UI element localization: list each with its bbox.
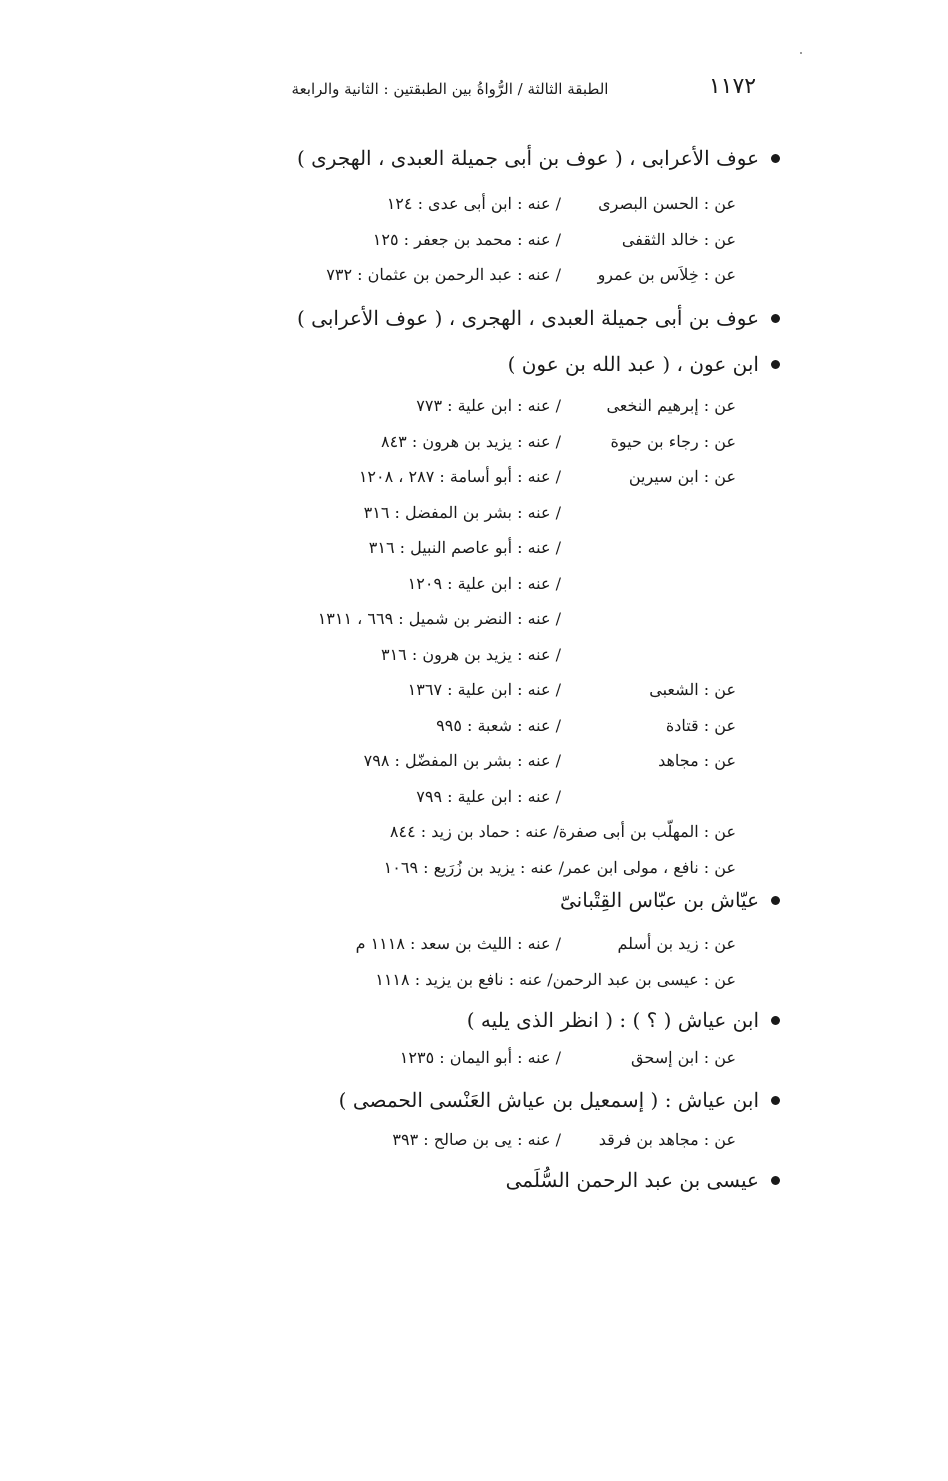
narrated-by: / عنه : محمد بن جعفر : ١٢٥ [372, 229, 561, 249]
narrator-row [256, 1048, 736, 1074]
narrated-by: / عنه : عبد الرحمن بن عثمان : ٧٣٢ [326, 265, 561, 284]
narrator-row [256, 680, 736, 706]
narrated-from: عن : مجاهد [658, 751, 736, 770]
narrated-from: عن : ابن سيرين [628, 467, 736, 486]
bullet-icon [771, 896, 780, 905]
narrator-row [256, 574, 736, 600]
narrated-by: / عنه : ابن علية : ٧٩٩ [416, 786, 561, 806]
bullet-icon [771, 360, 780, 369]
bullet-icon [771, 1016, 780, 1025]
narrator-row [256, 1130, 736, 1156]
narrator-row [256, 609, 736, 635]
entry-heading [560, 888, 780, 912]
entry-heading [297, 306, 780, 330]
entry-heading-text: ابن عون ، ( عبد الله بن عون ) [507, 352, 759, 376]
narrated-by: / عنه : ابن علية : ١٣٦٧ [407, 680, 561, 699]
narrated-from: عن : خِلاَس بن عمرو [597, 265, 736, 284]
narrated-by: / عنه : يزيد بن هرون : ٣١٦ [380, 644, 561, 664]
narrator-row [256, 822, 736, 848]
narrated-by: / عنه : الليث بن سعد : ١١١٨ م [355, 934, 561, 953]
entry-heading-text: عوف بن أبى جميلة العبدى ، الهجرى ، ( عوف الأعرابى ) [296, 306, 759, 330]
entry-heading-text: عيسى بن عبد الرحمن السُّلَمى [505, 1168, 759, 1192]
narrated-by: / عنه : أبو اليمان : ١٢٣٥ [399, 1048, 561, 1067]
narrated-by: / عنه : بشر بن المفضل : ٣١٦ [363, 502, 561, 522]
narrated-from: عن : ابن إسحق [631, 1048, 736, 1067]
narration-chain: عن : نافع ، مولى ابن عمر/ عنه : يزيد بن زُرَيع : ١٠٦٩ [383, 857, 736, 877]
entry-heading [506, 1168, 780, 1192]
narrator-row [256, 265, 736, 291]
narrator-row [256, 432, 736, 458]
narrated-from: عن : خالد الثقفى [621, 229, 736, 249]
bullet-icon [771, 1096, 780, 1105]
narrated-by: / عنه : يزيد بن هرون : ٨٤٣ [380, 431, 561, 451]
entry-heading-text: ابن عياش ( ؟ ) : ( انظر الذى يليه ) [466, 1008, 759, 1032]
narrator-row [256, 503, 736, 529]
entry-heading-text: ابن عياش : ( إسمعيل بن عياش العَنْسى الحمصى ) [338, 1088, 759, 1112]
entry-heading [467, 1008, 780, 1032]
narrator-row [256, 858, 736, 884]
bullet-icon [771, 1176, 780, 1185]
narrated-by: / عنه : ابن أبى عدى : ١٢٤ [386, 194, 561, 213]
bullet-icon [771, 154, 780, 163]
narrator-row [256, 716, 736, 742]
narrated-from: عن : الشعبى [649, 680, 736, 699]
narrator-row [256, 396, 736, 422]
entry-heading [508, 352, 780, 376]
narrated-by: / عنه : يى بن صالح : ٣٩٣ [392, 1130, 561, 1149]
narrated-by: / عنه : أبو عاصم النبيل : ٣١٦ [368, 538, 561, 557]
narrated-from: عن : قتادة [665, 715, 736, 735]
bullet-icon [771, 314, 780, 323]
narrator-row [256, 538, 736, 564]
entry-heading-text: عيّاش بن عبّاس القِتْبانىّ [560, 888, 759, 912]
narrator-row [256, 970, 736, 996]
narrator-row [256, 751, 736, 777]
narrator-row [256, 194, 736, 220]
scan-speck [800, 52, 802, 54]
narrated-from: عن : إبرهيم النخعى [606, 396, 736, 415]
entry-heading [297, 146, 780, 170]
narrator-row [256, 230, 736, 256]
entry-heading [339, 1088, 780, 1112]
narrated-from: عن : مجاهد بن فرقد [598, 1130, 736, 1149]
entry-heading-text: عوف الأعرابى ، ( عوف بن أبى جميلة العبدى ، الهجرى ) [296, 146, 759, 170]
narrator-row [256, 787, 736, 813]
narrated-by: / عنه : أبو أسامة : ٢٨٧ ، ١٢٠٨ [358, 467, 561, 486]
narrated-from: عن : زيد بن أسلم [617, 934, 736, 953]
narrator-row [256, 645, 736, 671]
narrated-from: عن : رجاء بن حيوة [610, 431, 736, 451]
narration-chain: عن : عيسى بن عبد الرحمن/ عنه : نافع بن يزيد : ١١١٨ [375, 969, 736, 989]
narrated-by: / عنه : شعبة : ٩٩٥ [436, 715, 561, 735]
narrated-by: / عنه : النضر بن شميل : ٦٦٩ ، ١٣١١ [317, 609, 561, 628]
narration-chain: عن : المهلّب بن أبى صفرة/ عنه : حماد بن زيد : ٨٤٤ [389, 822, 736, 841]
narrated-from: عن : الحسن البصرى [598, 194, 736, 213]
narrated-by: / عنه : بشر بن المفضّل : ٧٩٨ [363, 751, 561, 770]
narrator-row [256, 934, 736, 960]
narrated-by: / عنه : ابن علية : ١٢٠٩ [407, 573, 561, 593]
narrated-by: / عنه : ابن علية : ٧٧٣ [416, 396, 561, 415]
running-header: الطبقة الثالثة / الرُّواةُ بين الطبقتين : الثانية والرابعة [291, 80, 609, 98]
narrator-row [256, 467, 736, 493]
page-number: ١١٧٢ [708, 74, 757, 99]
